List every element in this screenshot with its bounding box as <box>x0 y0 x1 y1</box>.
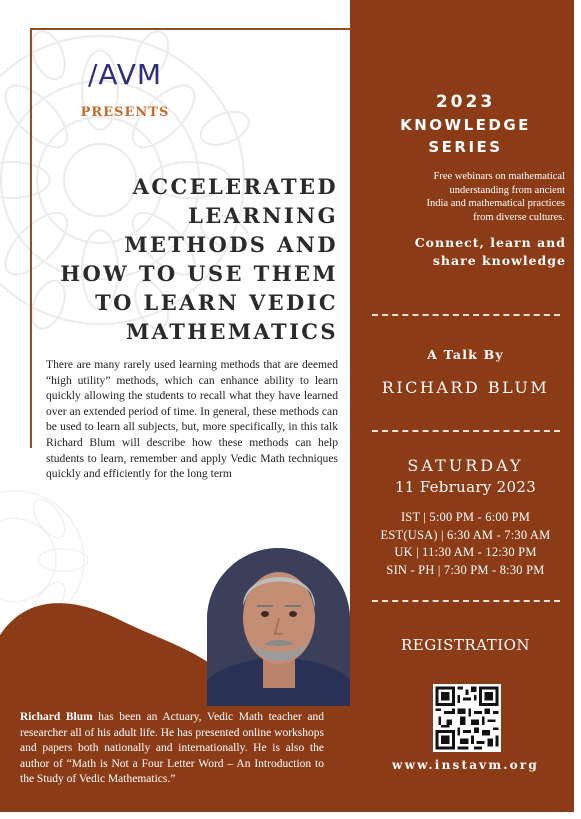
talk-title <box>40 172 338 346</box>
time-slot: EST(USA) | 6:30 AM - 7:30 AM <box>380 527 551 542</box>
divider <box>372 430 560 432</box>
talk-by-label: A Talk By <box>427 347 504 362</box>
title-line: HOW TO USE THEM <box>60 261 338 286</box>
series-description <box>380 170 565 224</box>
time-slot: SIN - PH | 7:30 PM - 8:30 PM <box>386 562 545 577</box>
free-line: Free webinars on mathematical <box>433 171 565 182</box>
iavm-logo: /AVM <box>87 58 163 91</box>
free-line: understanding from ancient <box>449 184 565 196</box>
divider <box>372 600 560 602</box>
event-times <box>350 509 581 579</box>
connect-line: Connect, learn and <box>414 235 566 250</box>
series-line: SERIES <box>428 138 503 156</box>
free-line: from diverse cultures. <box>473 211 565 223</box>
presents-label: PRESENTS <box>80 105 170 120</box>
speaker-portrait-icon <box>207 548 350 706</box>
speaker-photo <box>207 548 350 706</box>
event-date: 11 February 2023 <box>394 478 537 496</box>
title-line: ACCELERATED <box>132 174 338 199</box>
bio-name: Richard Blum <box>20 711 93 723</box>
free-line: India and mathematical practices <box>426 198 565 209</box>
title-line: METHODS AND <box>124 232 338 257</box>
connect-line: share knowledge <box>432 253 566 268</box>
series-name <box>350 114 581 158</box>
event-day: SATURDAY <box>407 456 524 475</box>
website-link[interactable]: www.instavm.org <box>392 758 539 772</box>
connect-tagline <box>380 234 566 270</box>
page-edge-right <box>574 0 581 819</box>
series-year: 2023 <box>435 92 496 112</box>
speaker-bio <box>20 710 324 788</box>
talk-description: There are many rarely used learning methods that are deemed “high utility” methods, which can enhance ability to learn quickly allowing the students to recall what they have learned over an extended period of time. In general, these methods can be used to learn all subjects, but, more specifically, in this talk Richard Blum will describe how these methods can help students to learn, remember and apply Vedic Math techniques quickly and efficiently for the long term <box>46 358 338 481</box>
time-slot: UK | 11:30 AM - 12:30 PM <box>394 545 537 559</box>
registration-label[interactable]: REGISTRATION <box>400 636 531 654</box>
title-line: LEARNING <box>188 203 338 228</box>
title-line: TO LEARN VEDIC <box>95 290 338 315</box>
series-line: KNOWLEDGE <box>400 116 531 134</box>
time-slot: IST | 5:00 PM - 6:00 PM <box>400 510 531 524</box>
frame-line-left <box>30 28 32 448</box>
title-line: MATHEMATICS <box>126 319 338 344</box>
bio-text: has been an Actuary, Vedic Math teacher and researcher all of his adult life. He has presented online workshops and papers both nationally and internationally. He is also the author of “Math is Not a Four Letter Word – An Introduction to the Study of Vedic Mathematics.” <box>20 711 324 786</box>
speaker-name: RICHARD BLUM <box>381 378 550 397</box>
frame-line-top <box>30 28 350 30</box>
divider <box>372 314 560 316</box>
qr-code-icon[interactable] <box>433 684 501 752</box>
page-edge-bottom <box>0 812 581 819</box>
